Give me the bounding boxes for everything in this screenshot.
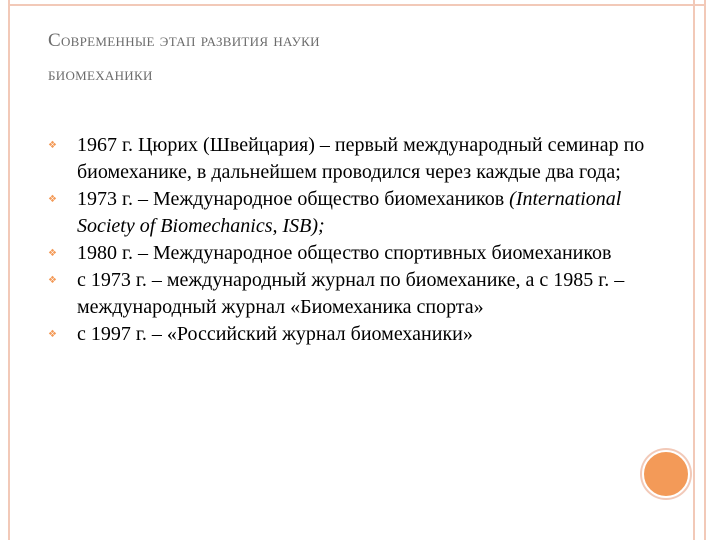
bullet-text: 1980 г. – Международное общество спортивных биомехаников	[77, 242, 612, 264]
slide-title-line-2: биомеханики	[48, 64, 153, 85]
slide-title-line-1: Современные этап развития науки	[48, 30, 320, 51]
bullet-text: 1967 г. Цюрих (Швейцария) – первый международный семинар по биомеханике, в дальнейшем проводился через каждые два года;	[77, 134, 645, 183]
bullet-text: с 1997 г. – «Российский журнал биомеханики»	[77, 323, 473, 345]
diamond-bullet-icon: ❖	[48, 194, 57, 205]
diamond-bullet-icon: ❖	[48, 140, 57, 151]
slide-title	[48, 24, 668, 92]
bullet-item	[48, 240, 648, 267]
bullet-item	[48, 186, 648, 240]
bullet-item	[48, 132, 648, 186]
bullet-text: 1973 г. – Международное общество биомехаников	[77, 188, 505, 210]
diamond-bullet-icon: ❖	[48, 248, 57, 259]
bullet-item	[48, 321, 648, 348]
frame-line-top	[8, 4, 706, 6]
diamond-bullet-icon: ❖	[48, 329, 57, 340]
bullet-list	[48, 132, 648, 348]
bullet-item	[48, 267, 648, 321]
frame-line-right-inner	[693, 0, 695, 540]
accent-circle	[642, 450, 690, 498]
frame-line-right-outer	[704, 0, 706, 540]
frame-line-left	[8, 0, 10, 540]
bullet-text-english: (International Society of Biomechanics, ISB);	[77, 188, 622, 237]
diamond-bullet-icon: ❖	[48, 275, 57, 286]
bullet-text: с 1973 г. – международный журнал по биомеханике, а с 1985 г. – международный журнал «Биомеханика спорта»	[77, 269, 625, 318]
